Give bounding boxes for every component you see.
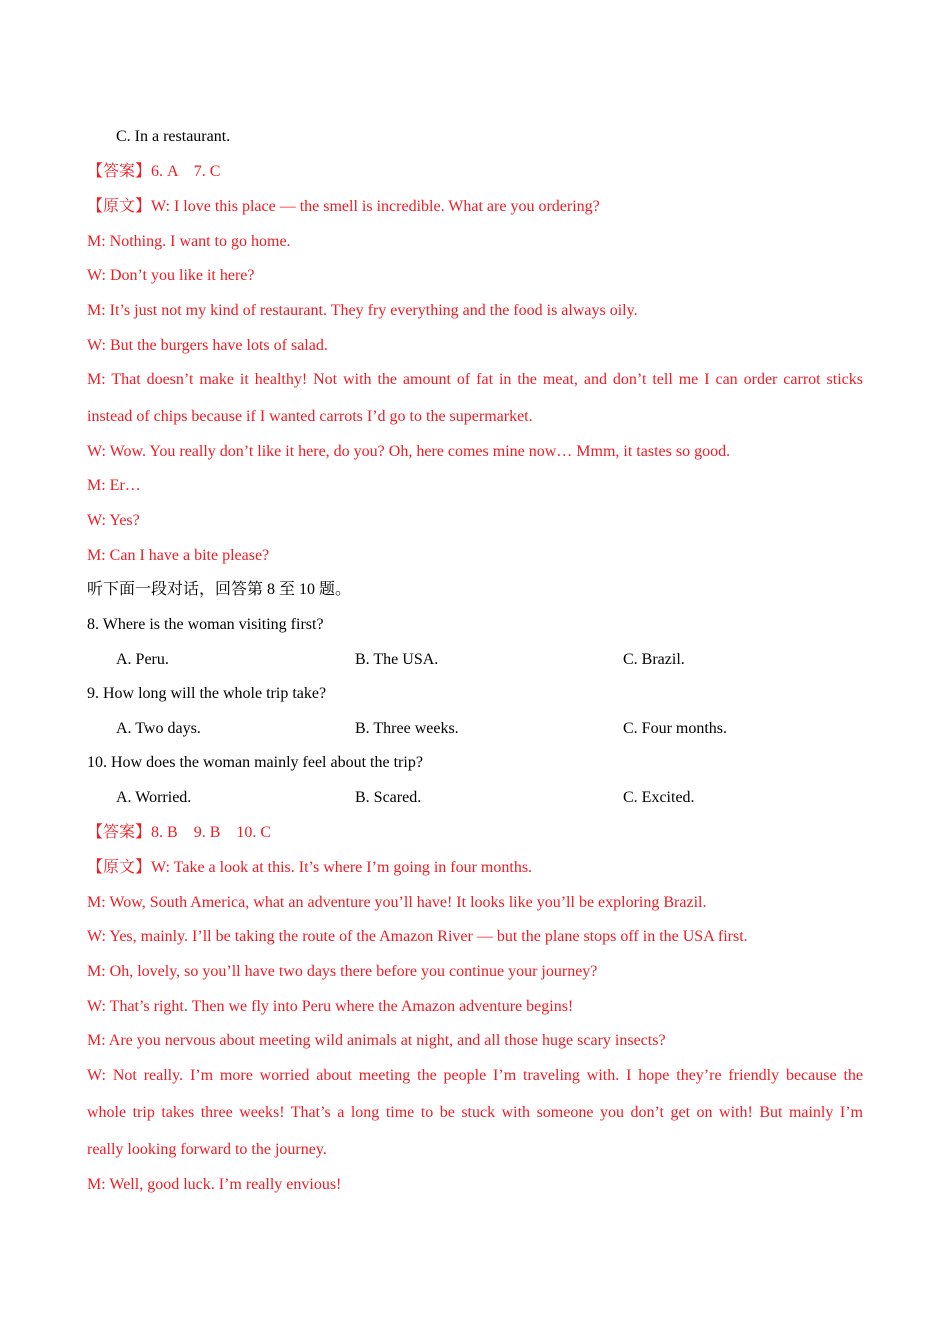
section-instruction: 听下面一段对话，回答第 8 至 10 题。 <box>87 581 352 598</box>
answer-text: 8. B 9. B 10. C <box>151 824 272 841</box>
q8-option-c: C. Brazil. <box>623 651 685 668</box>
transcript-tag: 【原文】 <box>87 198 152 215</box>
q9-option-b: B. Three weeks. <box>355 720 459 737</box>
answer-key-2 <box>87 823 271 843</box>
transcript-1-first-line <box>87 197 600 217</box>
transcript-line: W: Not really. I’m more worried about meeting the people I’m traveling with. I hope they’re friendly because the <box>87 1067 863 1084</box>
transcript-line: M: It’s just not my kind of restaurant. They fry everything and the food is always oily. <box>87 302 638 319</box>
q8-option-a: A. Peru. <box>116 651 169 668</box>
transcript-line: M: Nothing. I want to go home. <box>87 233 291 250</box>
q9-option-c: C. Four months. <box>623 720 728 737</box>
answer-tag: 【答案】 <box>87 824 152 841</box>
transcript-tag: 【原文】 <box>87 859 152 876</box>
transcript-line: M: Are you nervous about meeting wild animals at night, and all those huge scary insects? <box>87 1032 666 1049</box>
answer-key-1 <box>87 162 220 182</box>
q8-option-b: B. The USA. <box>355 651 439 668</box>
transcript-2-first-line <box>87 858 532 878</box>
answer-tag: 【答案】 <box>87 163 152 180</box>
transcript-text: W: I love this place — the smell is incredible. What are you ordering? <box>151 198 600 215</box>
transcript-line: W: Don’t you like it here? <box>87 267 255 284</box>
question-9: 9. How long will the whole trip take? <box>87 685 327 702</box>
transcript-line: W: Yes? <box>87 512 140 529</box>
transcript-line: M: Can I have a bite please? <box>87 547 270 564</box>
transcript-line: M: Oh, lovely, so you’ll have two days there before you continue your journey? <box>87 963 598 980</box>
transcript-line: instead of chips because if I wanted carrots I’d go to the supermarket. <box>87 408 533 425</box>
transcript-line: M: Wow, South America, what an adventure you’ll have! It looks like you’ll be exploring Brazil. <box>87 894 707 911</box>
question-10: 10. How does the woman mainly feel about the trip? <box>87 754 423 771</box>
question-8: 8. Where is the woman visiting first? <box>87 616 324 633</box>
transcript-line: whole trip takes three weeks! That’s a long time to be stuck with someone you don’t get on with! But mainly I’m <box>87 1104 863 1121</box>
q10-option-a: A. Worried. <box>116 789 192 806</box>
transcript-line: W: But the burgers have lots of salad. <box>87 337 328 354</box>
answer-text: 6. A 7. C <box>151 163 221 180</box>
q10-option-b: B. Scared. <box>355 789 422 806</box>
transcript-line: really looking forward to the journey. <box>87 1141 327 1158</box>
transcript-line: W: Yes, mainly. I’ll be taking the route of the Amazon River — but the plane stops off in the USA first. <box>87 928 748 945</box>
transcript-line: M: That doesn’t make it healthy! Not with the amount of fat in the meat, and don’t tell me I can order carrot sticks <box>87 371 863 388</box>
q9-option-a: A. Two days. <box>116 720 201 737</box>
prev-option-c: C. In a restaurant. <box>116 128 231 145</box>
transcript-line: M: Well, good luck. I’m really envious! <box>87 1176 342 1193</box>
transcript-line: W: Wow. You really don’t like it here, do you? Oh, here comes mine now… Mmm, it tastes so good. <box>87 443 731 460</box>
transcript-line: M: Er… <box>87 477 141 494</box>
transcript-line: W: That’s right. Then we fly into Peru where the Amazon adventure begins! <box>87 998 574 1015</box>
q10-option-c: C. Excited. <box>623 789 695 806</box>
transcript-text: W: Take a look at this. It’s where I’m going in four months. <box>151 859 533 876</box>
